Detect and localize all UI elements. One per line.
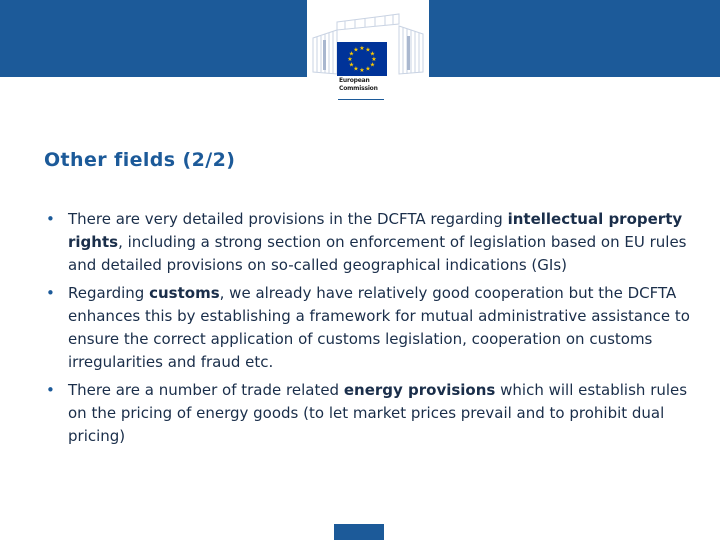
svg-text:★: ★ [365,65,371,73]
bullet-text-bold: energy provisions [343,381,496,399]
svg-text:★: ★ [353,46,359,54]
footer-bar [334,524,384,540]
bullet-energy [46,379,706,448]
svg-text:★: ★ [365,46,371,54]
bullet-list [46,208,706,453]
bullet-text-bold: customs [149,284,220,302]
bullet-text-pre: There are a number of trade related [68,381,344,399]
bullet-text-bold: intellectual property rights [68,210,683,251]
svg-text:★: ★ [359,67,365,74]
svg-text:★: ★ [348,61,355,69]
bullet-text-post: which will establish rules on the pricing of energy goods (to let market prices prevail and to prohibit dual pricing) [68,381,688,445]
bullet-text-pre: Regarding [68,284,150,302]
logo-line-1: European [339,77,370,84]
bullet-dot-icon: • [46,381,55,399]
slide-title: Other fields (2/2) [44,149,236,171]
bullet-ip-rights [46,208,706,277]
logo-rule [338,99,384,100]
logo-wordmark [339,77,399,93]
bullet-text-post: , we already have relatively good cooperation but the DCFTA enhances this by establishing a framework for mutual administrative assistance to ensure the correct application of customs legislation, cooperation on customs irregularities and fraud etc. [68,284,690,371]
bullet-dot-icon: • [46,210,55,228]
svg-text:★: ★ [371,56,377,63]
svg-text:★: ★ [369,50,376,58]
bullet-customs [46,282,706,374]
svg-text:★: ★ [347,56,353,63]
svg-text:★: ★ [348,50,355,58]
bullet-dot-icon: • [46,284,55,302]
bullet-text-pre: There are very detailed provisions in the DCFTA regarding [68,210,508,228]
bullet-text-post: , including a strong section on enforcement of legislation based on EU rules and detailed provisions on so-called geographical indications (GIs) [68,233,687,274]
logo-line-2: Commission [339,85,378,92]
european-commission-logo [307,0,429,100]
svg-text:★: ★ [369,61,376,69]
svg-text:★: ★ [359,45,365,52]
svg-text:★: ★ [353,65,359,73]
